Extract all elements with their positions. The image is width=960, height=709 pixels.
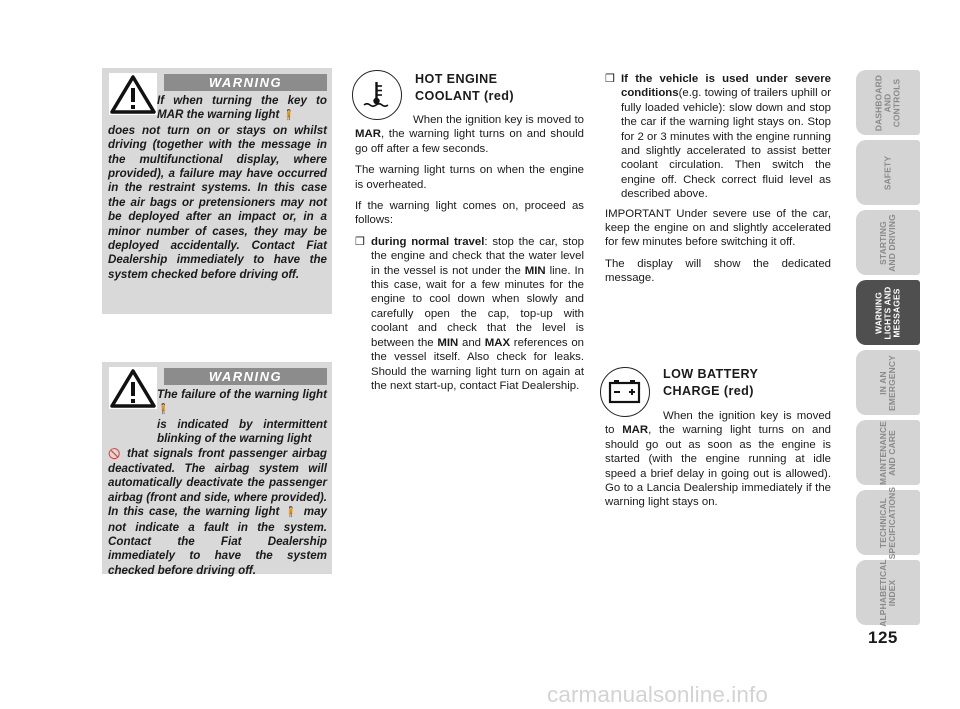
page-number: 125 — [868, 628, 898, 647]
low-battery-title: LOW BATTERY CHARGE (red) — [663, 367, 759, 398]
tab-technical-specifications[interactable]: TECHNICAL SPECIFICATIONS — [856, 490, 920, 555]
airbag-icon: 🧍 — [157, 404, 170, 416]
warning-banner: WARNING — [164, 74, 327, 91]
chapter-tabs — [856, 70, 920, 630]
tab-warning-lights-and-messages[interactable]: WARNING LIGHTS AND MESSAGES — [856, 280, 920, 345]
warning-box-airbag-failure — [102, 68, 332, 314]
airbag-icon: 🧍 — [282, 110, 296, 122]
checkbox-bullet-icon: ❒ — [605, 73, 615, 85]
list-item: ❒ If the vehicle is used under severe conditions(e.g. towing of trailers uphill or fully loaded vehicle): slow down and stop the car if the warning light stays on. Stop for 2 or 3 minutes with the engine running and slightly accelerated to assist better coolant circulation. Then switch the engine off. Check correct fluid level as described above. — [605, 73, 831, 201]
tab-alphabetical-index[interactable]: ALPHABETICAL INDEX — [856, 560, 920, 625]
low-battery-column: When the ignition key is moved to MAR, the warning light turns on and should go out as soon as the engine is started (with the engine running at idle speed a brief delay in going out is allowed). Go to a Lancia Dealership immediately if the warning light stays on. — [605, 410, 831, 509]
passenger-airbag-off-icon: 🚫 — [108, 448, 123, 460]
tab-starting-and-driving[interactable]: STARTING AND DRIVING — [856, 210, 920, 275]
warning-triangle-icon — [109, 367, 157, 409]
tab-in-an-emergency[interactable]: IN AN EMERGENCY — [856, 350, 920, 415]
watermark: carmanualsonline.info — [547, 682, 768, 707]
warning-banner: WARNING — [164, 368, 327, 385]
checkbox-bullet-icon: ❒ — [355, 235, 365, 248]
warning-triangle-icon — [109, 73, 157, 115]
list-item: ❒ during normal travel: stop the car, stop the engine and check that the water level in the vessel is not under the MIN line. In this case, wait for a few minutes for the engine to cool down when slowly and carefully open the cap, top-up with coolant and check that the level is between the MIN and MAX references on the vessel itself. Also check for leaks. Should the warning light turn on again at the next start-up, contact Fiat Dealership. — [355, 235, 584, 392]
warning-text: The failure of the warning light 🧍 is indicated by intermittent blinking of the warning light 🚫 that signals front passenger airbag deactivated. The airbag system will automatically deactivate the passenger airbag (front and side, where provided). In this case, the warning light 🧍 may not indicate a fault in the system. Contact the Fiat Dealership immediately to have the system checked before driving off. — [108, 388, 327, 577]
severe-conditions-column: ❒ If the vehicle is used under severe conditions(e.g. towing of trailers uphill or fully loaded vehicle): slow down and stop the car if the warning light stays on. Stop for 2 or 3 minutes with the engine running and slightly accelerated to assist better coolant circulation. Then switch the engine off. Check correct fluid level as described above. IMPORTANT Under severe use of the car, keep the engine on and slightly accelerated for few minutes before switching it off. The display will show the dedicated message. — [605, 73, 831, 285]
hot-engine-column: When the ignition key is moved to MAR, the warning light turns on and should go off after a few seconds. The warning light turns on when the engine is overheated. If the warning light comes on, proceed as follows: ❒ during normal travel: stop the car, stop the engine and check that the water level in the vessel is not under the MIN line. In this case, wait for a few minutes for the engine to cool down when slowly and carefully open the cap, top-up with coolant and check that the level is between the MIN and MAX references on the vessel itself. Also check for leaks. Should the warning light turn on again at the next start-up, contact Fiat Dealership. — [355, 114, 584, 392]
airbag-icon: 🧍 — [284, 507, 299, 519]
tab-maintenance-and-care[interactable]: MAINTENANCE AND CARE — [856, 420, 920, 485]
tab-safety[interactable]: SAFETY — [856, 140, 920, 205]
warning-text: If when turning the key to MAR the warning light 🧍 does not turn on or stays on whilst driving (together with the message in the multifunctional display, where provided), a failure may have occurred in the restraint systems. In this case the air bags or pretensioners may not be deployed after an impact or, in a minor number of cases, they may be deployed accidentally. Contact Fiat Dealership immediately to have the system checked before driving off. — [108, 94, 327, 281]
hot-engine-coolant-title: HOT ENGINE COOLANT (red) — [415, 72, 514, 103]
warning-box-airbag-light-failure — [102, 362, 332, 577]
tab-dashboard-and-controls[interactable]: DASHBOARD AND CONTROLS — [856, 70, 920, 135]
